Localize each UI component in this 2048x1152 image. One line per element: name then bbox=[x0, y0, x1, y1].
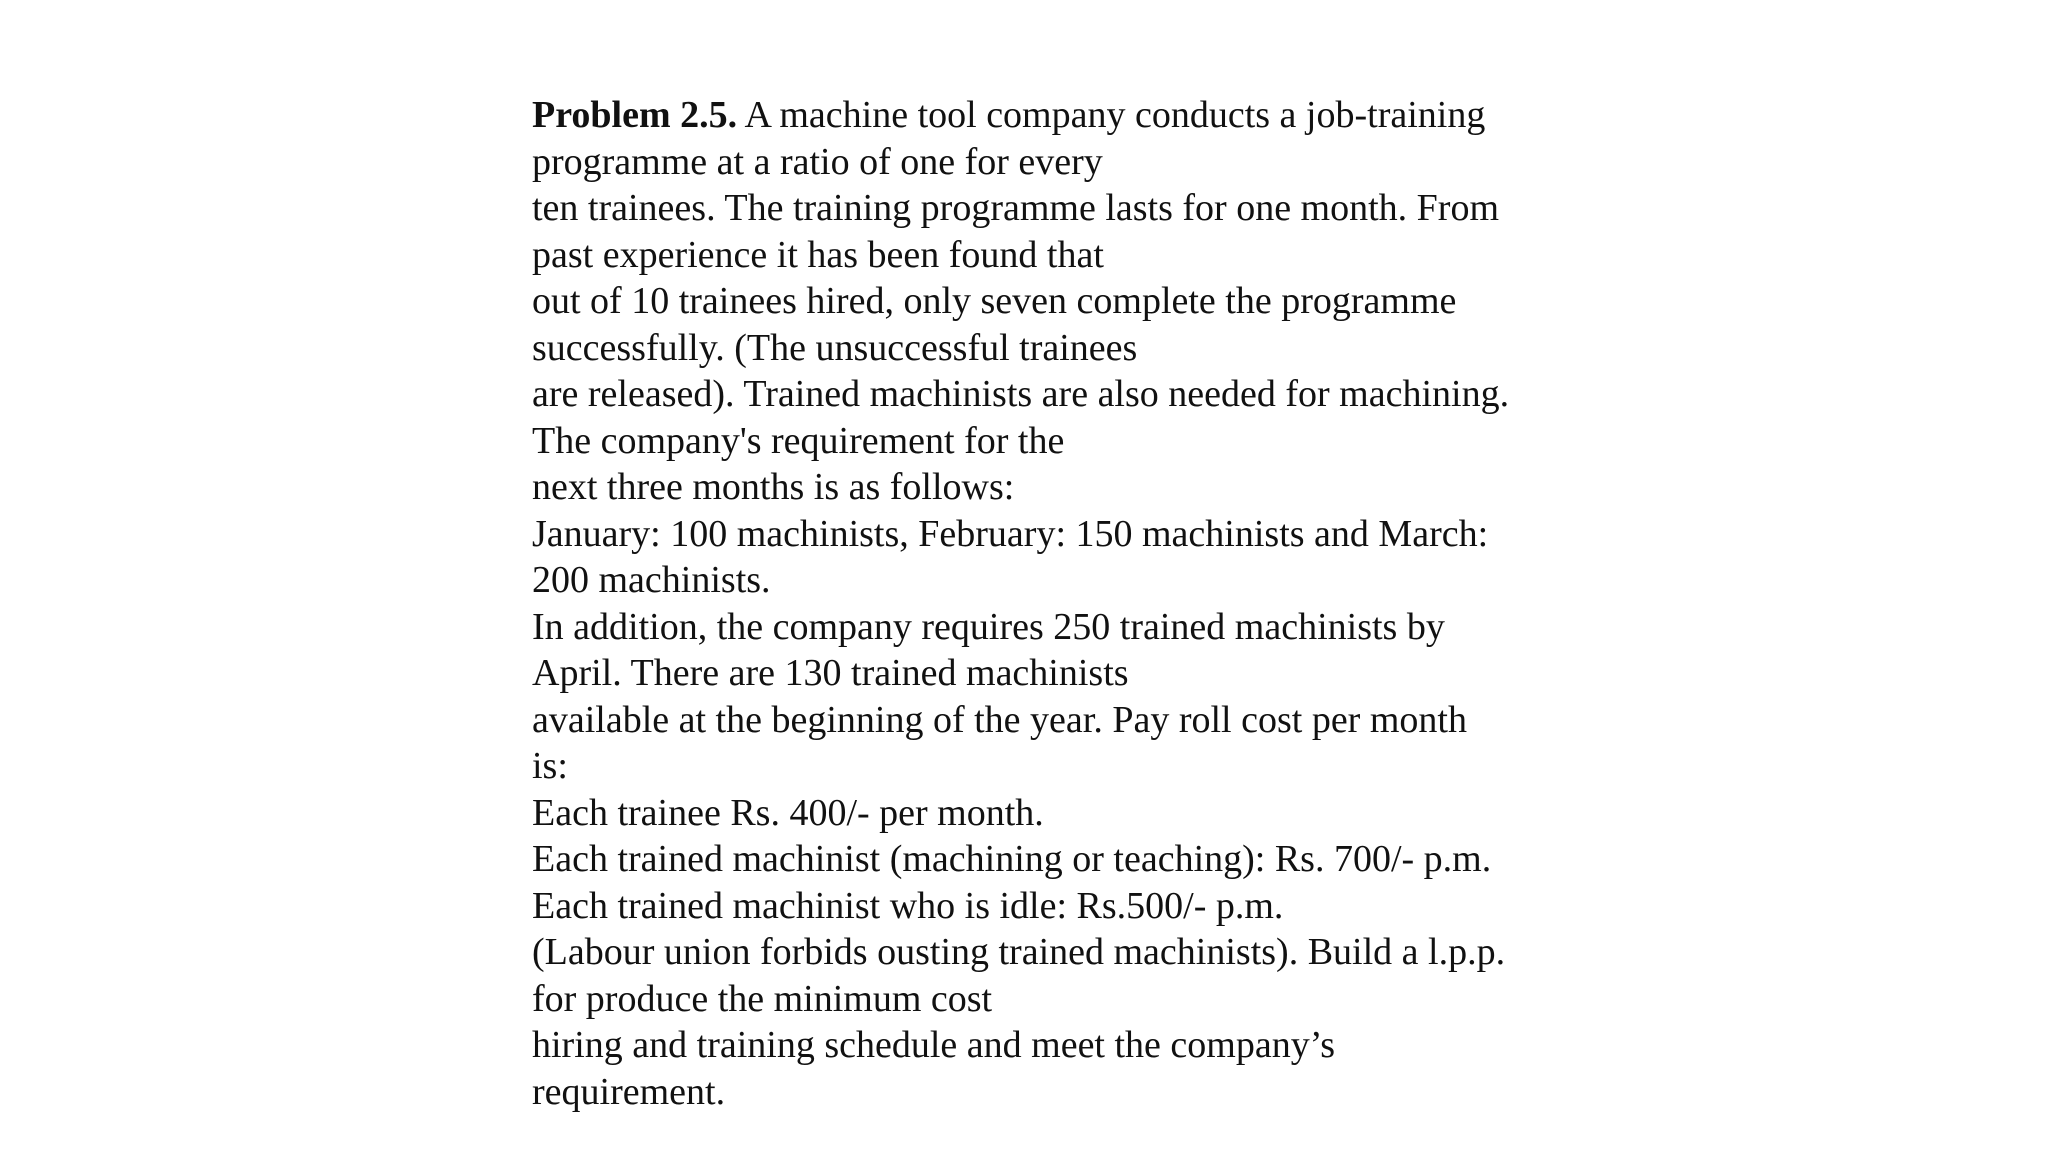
problem-text: past experience it has been found that bbox=[532, 233, 1104, 276]
problem-text: requirement. bbox=[532, 1070, 726, 1113]
problem-text: is: bbox=[532, 745, 568, 787]
problem-line-1 bbox=[532, 92, 1532, 139]
problem-text: available at the beginning of the year. Pay roll cost per month bbox=[532, 698, 1467, 741]
problem-text-block bbox=[532, 92, 1532, 1115]
problem-text: January: 100 machinists, February: 150 machinists and March: bbox=[532, 512, 1489, 555]
problem-label: Problem 2.5. bbox=[532, 94, 738, 136]
problem-text: out of 10 trainees hired, only seven complete the programme bbox=[532, 280, 1457, 322]
problem-text: next three months is as follows: bbox=[532, 466, 1015, 508]
problem-text: Each trained machinist who is idle: Rs.500/- p.m. bbox=[532, 884, 1284, 927]
problem-text: for produce the minimum cost bbox=[532, 977, 993, 1020]
problem-text: 200 machinists. bbox=[532, 559, 771, 601]
problem-text: programme at a ratio of one for every bbox=[532, 140, 1103, 183]
problem-text: Each trained machinist (machining or teaching): Rs. 700/- p.m. bbox=[532, 838, 1492, 880]
problem-text: hiring and training schedule and meet the company’s bbox=[532, 1024, 1336, 1066]
problem-text: ten trainees. The training programme lasts for one month. From bbox=[532, 187, 1500, 229]
problem-text: (Labour union forbids ousting trained machinists). Build a l.p.p. bbox=[532, 931, 1506, 973]
problem-text: April. There are 130 trained machinists bbox=[532, 652, 1129, 694]
problem-text: Each trainee Rs. 400/- per month. bbox=[532, 791, 1044, 834]
problem-text: In addition, the company requires 250 trained machinists by bbox=[532, 605, 1445, 648]
problem-text: A machine tool company conducts a job-training bbox=[737, 94, 1486, 136]
problem-text: are released). Trained machinists are also needed for machining. bbox=[532, 373, 1510, 415]
problem-text: The company's requirement for the bbox=[532, 419, 1065, 462]
problem-text: successfully. (The unsuccessful trainees bbox=[532, 326, 1138, 369]
